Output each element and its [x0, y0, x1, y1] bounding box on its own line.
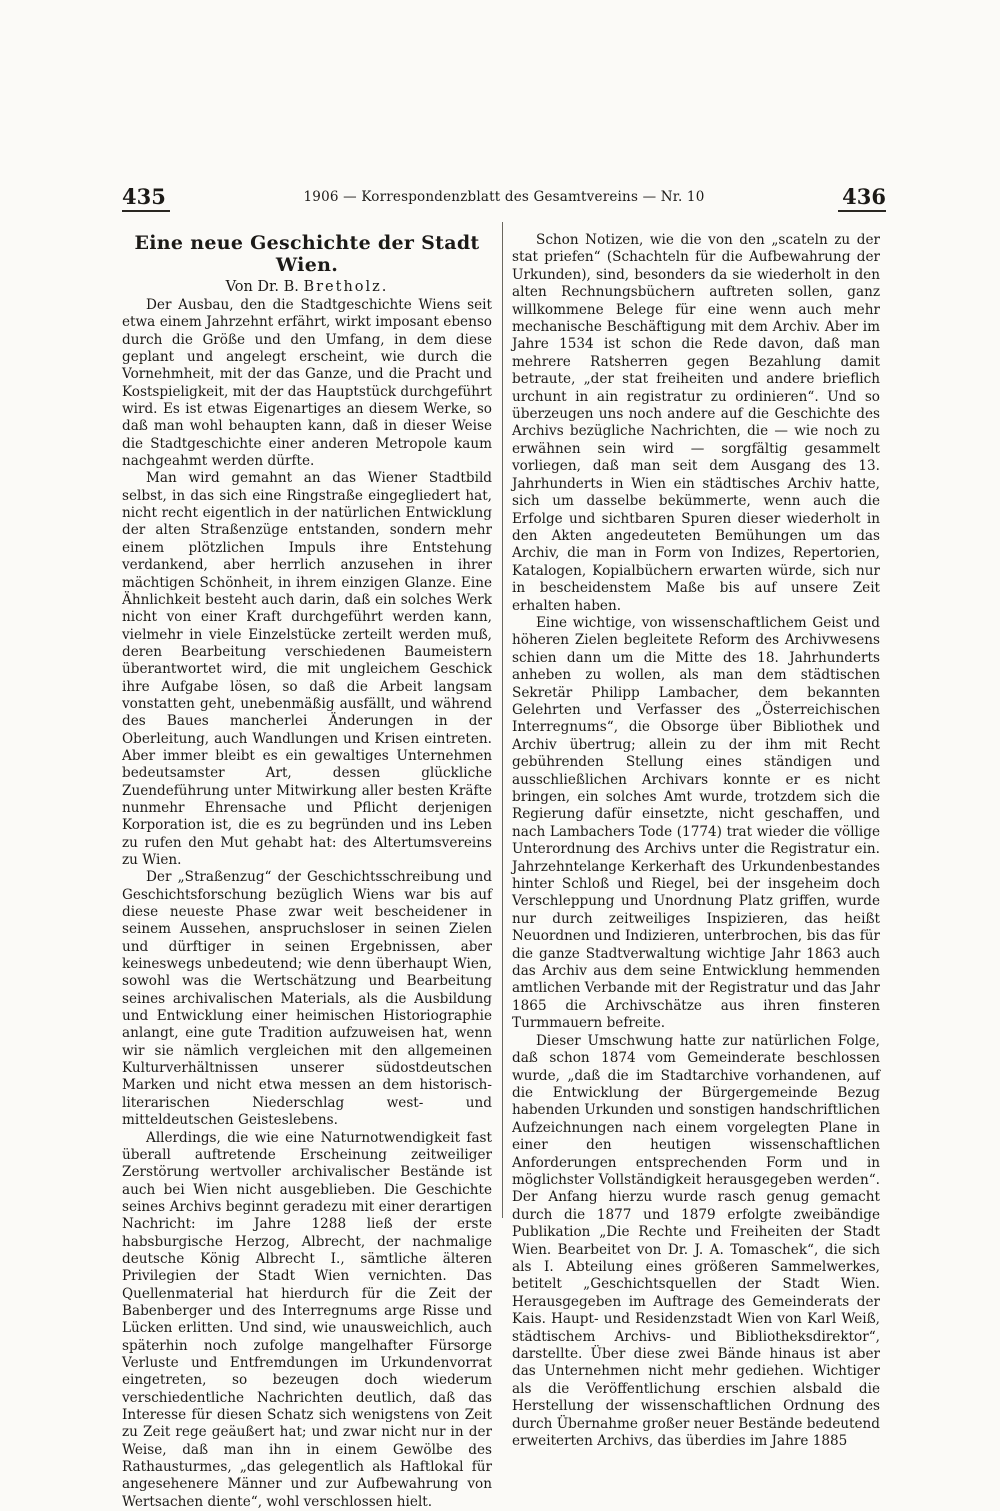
byline-prefix: Von Dr. B.	[226, 279, 299, 295]
byline-author: Bretholz.	[303, 279, 388, 295]
paragraph: Der „Straßenzug“ der Geschichtsschreibung und Geschichtsforschung bezüglich Wiens war bis auf diese neueste Phase zwar weit bescheidener in seinem Aussehen, anspruchsloser in seinen Zielen und dürftiger in seinen Ergebnissen, aber keineswegs unbedeutend; wie denn überhaupt Wien, sowohl was die Wertschätzung und Bearbeitung seines archivalischen Materials, als die Ausbildung und Entwicklung einer heimischen Historiographie anlangt, eine gute Tradition aufzuweisen hat, wenn wir sie nämlich vergleichen mit den allgemeinen Kulturverhältnissen unserer südostdeutschen Marken und nicht etwa messen an dem historisch-literarischen Niederschlag west- und mitteldeutschen Geisteslebens.	[122, 869, 492, 1129]
running-title: 1906 — Korrespondenzblatt des Gesamtvereins — Nr. 10	[122, 189, 886, 205]
article-byline	[122, 279, 492, 295]
article-title: Eine neue Geschichte der Stadt Wien.	[122, 232, 492, 276]
column-divider	[502, 222, 503, 1218]
paragraph: Man wird gemahnt an das Wiener Stadtbild selbst, in das sich eine Ringstraße eingegliedert hat, nicht recht eigentlich in der natürlichen Entwicklung der alten Straßenzüge entstanden, sondern mehr einem plötzlichen Impuls ihre Entstehung verdankend, aber herrlich anzusehen in ihrer mächtigen Schönheit, in ihrem einzigen Glanze. Eine Ähnlichkeit besteht auch darin, daß ein solches Werk nicht von einer Kraft durchgeführt werden kann, vielmehr in viele Einzelstücke zerteilt werden muß, deren Bearbeitung verschiedenen Baumeistern überantwortet wird, die mit ungleichem Geschick ihre Aufgabe lösen, so daß die Arbeit langsam vonstatten geht, unebenmäßig ausfällt, und während des Baues mancherlei Änderungen in der Oberleitung, auch Wandlungen und Krisen eintreten. Aber immer bleibt es ein gewaltiges Unternehmen bedeutsamster Art, dessen glückliche Zuendeführung unter Mitwirkung aller besten Kräfte nunmehr Ehrensache und Pflicht derjenigen Korporation ist, die es zu begründen und ins Leben zu rufen den Mut gehabt hat: des Altertumsvereins zu Wien.	[122, 470, 492, 869]
page-number-right: 436	[842, 184, 886, 209]
paragraph: Der Ausbau, den die Stadtgeschichte Wiens seit etwa einem Jahrzehnt erfährt, wirkt imposant ebenso durch die Größe und den Umfang, in dem diese geplant und angelegt erscheint, wie durch die Vornehmheit, mit der das Ganze, und die Pracht und Kostspieligkeit, mit der das Hauptstück durchgeführt wird. Es ist etwas Eigenartiges an diesem Werke, so daß man wohl behaupten kann, daß in dieser Weise die Stadtgeschichte einer anderen Metropole kaum nachgeahmt werden dürfte.	[122, 297, 492, 470]
paragraph: Allerdings, die wie eine Naturnotwendigkeit fast überall auftretende Erscheinung zeitweiliger Zerstörung wertvoller archivalischer Bestände ist auch bei Wien nicht ausgeblieben. Die Geschichte seines Archivs beginnt geradezu mit einer derartigen Nachricht: im Jahre 1288 ließ der erste habsburgische Herzog, Albrecht, der nachmalige deutsche König Albrecht I., sämtliche älteren Privilegien der Stadt Wien vernichten. Das Quellenmaterial hat hierdurch für die Zeit der Babenberger und des Interregnums arge Risse und Lücken erlitten. Und sind, wie unausweichlich, auch späterhin noch zufolge mangelhafter Fürsorge Verluste und Entfremdungen im Urkundenvorrat eingetreten, so bezeugen doch wiederum verschiedentliche Nachrichten deutlich, daß das Interesse für diesen Schatz sich wenigstens von Zeit zu Zeit rege geäußert hat; und zwar nicht nur in der Weise, daß man ihn in einem Gewölbe des Rathausturmes, „das gelegentlich als Haftlokal für angesehenere Männer und zur Aufbewahrung von Wertsachen diente“, wohl verschlossen hielt.	[122, 1130, 492, 1511]
paragraph: Dieser Umschwung hatte zur natürlichen Folge, daß schon 1874 vom Gemeinderate beschlossen wurde, „daß die im Stadtarchive vorhandenen, auf die Entwicklung der Bürgergemeinde Bezug habenden Urkunden und sonstigen handschriftlichen Aufzeichnungen nach einem vorgelegten Plane in einer den heutigen wissenschaftlichen Anforderungen entsprechenden Form und in möglichster Vollständigkeit herausgegeben werden“. Der Anfang hierzu wurde rasch genug gemacht durch die 1877 und 1879 erfolgte zweibändige Publikation „Die Rechte und Freiheiten der Stadt Wien. Bearbeitet von Dr. J. A. Tomaschek“, die sich als I. Abteilung eines größeren Sammelwerkes, betitelt „Geschichtsquellen der Stadt Wien. Herausgegeben im Auftrage des Gemeinderats der Kais. Haupt- und Residenzstadt Wien von Karl Weiß, städtischem Archivs- und Bibliotheksdirektor“, darstellte. Über diese zwei Bände hinaus ist aber das Unternehmen nicht mehr gediehen. Wichtiger als die Veröffentlichung erschien alsbald die Herstellung der wissenschaftlichen Ordnung des durch Übernahme großer neuer Bestände bedeutend erweiterten Archivs, das überdies im Jahre 1885	[512, 1033, 880, 1451]
right-column	[512, 232, 880, 1222]
page-number-left: 435	[122, 184, 166, 209]
header-rule-left	[122, 210, 170, 212]
header-rule-right	[838, 210, 886, 212]
paragraph: Eine wichtige, von wissenschaftlichem Geist und höheren Zielen begleitete Reform des Archivwesens schien dann um die Mitte des 18. Jahrhunderts anheben zu wollen, als man dem städtischen Sekretär Philipp Lambacher, dem bekannten Gelehrten und Verfasser des „Österreichischen Interregnums“, die Obsorge über Bibliothek und Archiv übertrug; allein zu der ihm mit Recht gebührenden Stellung eines ständigen und ausschließlichen Archivars konnte er es nicht bringen, ein solches Amt wurde, trotzdem sich die Regierung dafür einsetzte, nicht geschaffen, und nach Lambachers Tode (1774) trat wieder die völlige Unterordnung des Archivs unter die Registratur ein. Jahrzehntelange Kerkerhaft des Urkundenbestandes hinter Schloß und Riegel, bei der insgeheim doch Verschleppung und Unordnung Platz griffen, wurde nur durch zeitweiliges Inspizieren, das heißt Neuordnen und Indizieren, unterbrochen, bis das für die ganze Stadtverwaltung wichtige Jahr 1863 auch das Archiv aus dem seine Entwicklung hemmenden amtlichen Verbande mit der Registratur und das Jahr 1865 die Archivschätze aus ihren finsteren Turmmauern befreite.	[512, 615, 880, 1033]
paragraph: Schon Notizen, wie die von den „scateln zu der stat priefen“ (Schachteln für die Aufbewahrung der Urkunden), sind, besonders da sie wiederholt in den alten Rechnungsbüchern auftreten sollen, ganz willkommene Belege für eine wenn auch mehr mechanische Beschäftigung mit dem Archiv. Aber im Jahre 1534 ist schon die Rede davon, daß man mehrere Ratsherren gegen Bezahlung damit betraute, „der stat freiheiten und andere brieflich urchunt in ain registratur zu ordinieren“. Und so überzeugen uns noch andere auf die Geschichte des Archivs bezügliche Nachrichten, die — wie noch zu erwähnen sein wird — sorgfältig gesammelt vorliegen, daß man seit dem Ausgang des 13. Jahrhunderts in Wien ein städtisches Archiv hatte, sich um dasselbe bekümmerte, wenn auch die Erfolge und sichtbaren Spuren dieser wiederholt in den Akten angedeuteten Bemühungen um das Archiv, die man in Form von Indizes, Repertorien, Katalogen, Kopialbüchern erwarten würde, sich nur in bescheidenstem Maße bis auf unsere Zeit erhalten haben.	[512, 232, 880, 615]
page-header	[122, 184, 886, 214]
left-column	[122, 232, 492, 1222]
